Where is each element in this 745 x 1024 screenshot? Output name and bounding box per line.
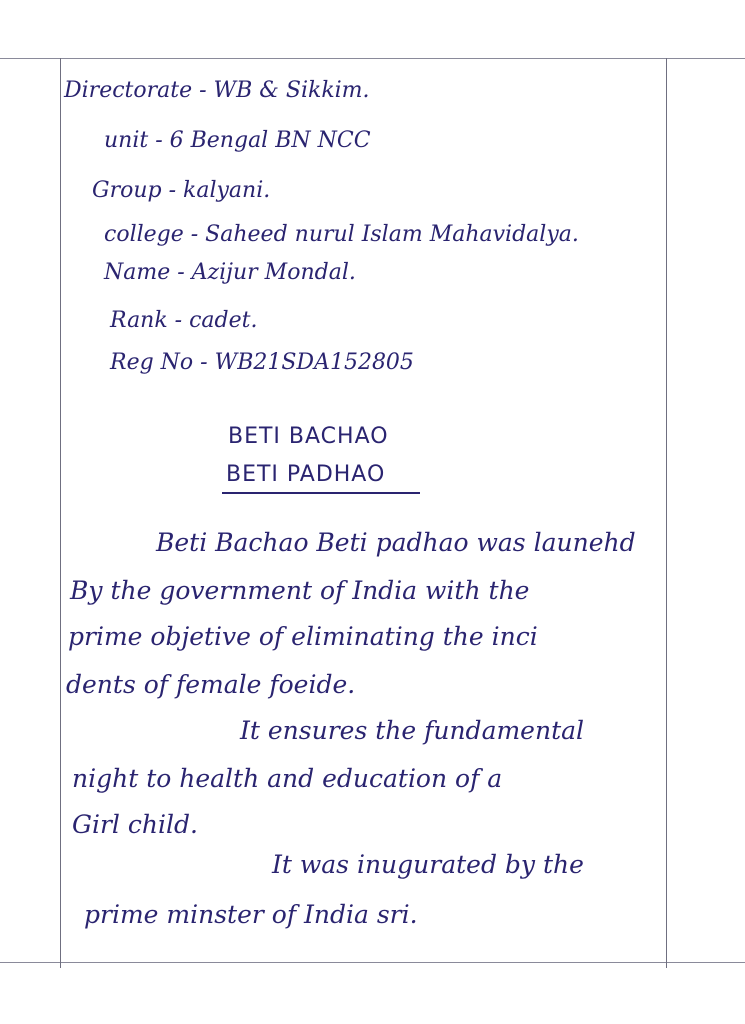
reg-no-line: Reg No - WB21SDA152805 [110,350,414,375]
name-line: Name - Azijur Mondal. [104,260,356,285]
body-line-6: night to health and education of a [72,764,503,793]
body-line-8: It was inugurated by the [272,850,584,879]
body-line-7: Girl child. [72,810,198,839]
title-underline [222,492,420,494]
rank-line: Rank - cadet. [110,308,258,333]
directorate-line: Directorate - WB & Sikkim. [64,78,370,103]
body-line-2: By the government of India with the [70,576,530,605]
title-line-1: BETI BACHAO [228,424,389,449]
top-rule-line [0,58,745,59]
unit-line: unit - 6 Bengal BN NCC [104,128,371,153]
body-line-4: dents of female foeide. [66,670,356,699]
body-line-3: prime objetive of eliminating the inci [68,622,538,651]
bottom-rule-line [0,962,745,963]
left-margin-line [60,58,61,968]
right-margin-line [666,58,667,968]
body-line-5: It ensures the fundamental [240,716,585,745]
group-line: Group - kalyani. [92,178,271,203]
title-line-2: BETI PADHAO [226,462,386,487]
body-line-9: prime minster of India sri. [84,900,418,929]
body-line-1: Beti Bachao Beti padhao was launehd [156,528,636,557]
college-line: college - Saheed nurul Islam Mahavidalya. [104,222,579,247]
